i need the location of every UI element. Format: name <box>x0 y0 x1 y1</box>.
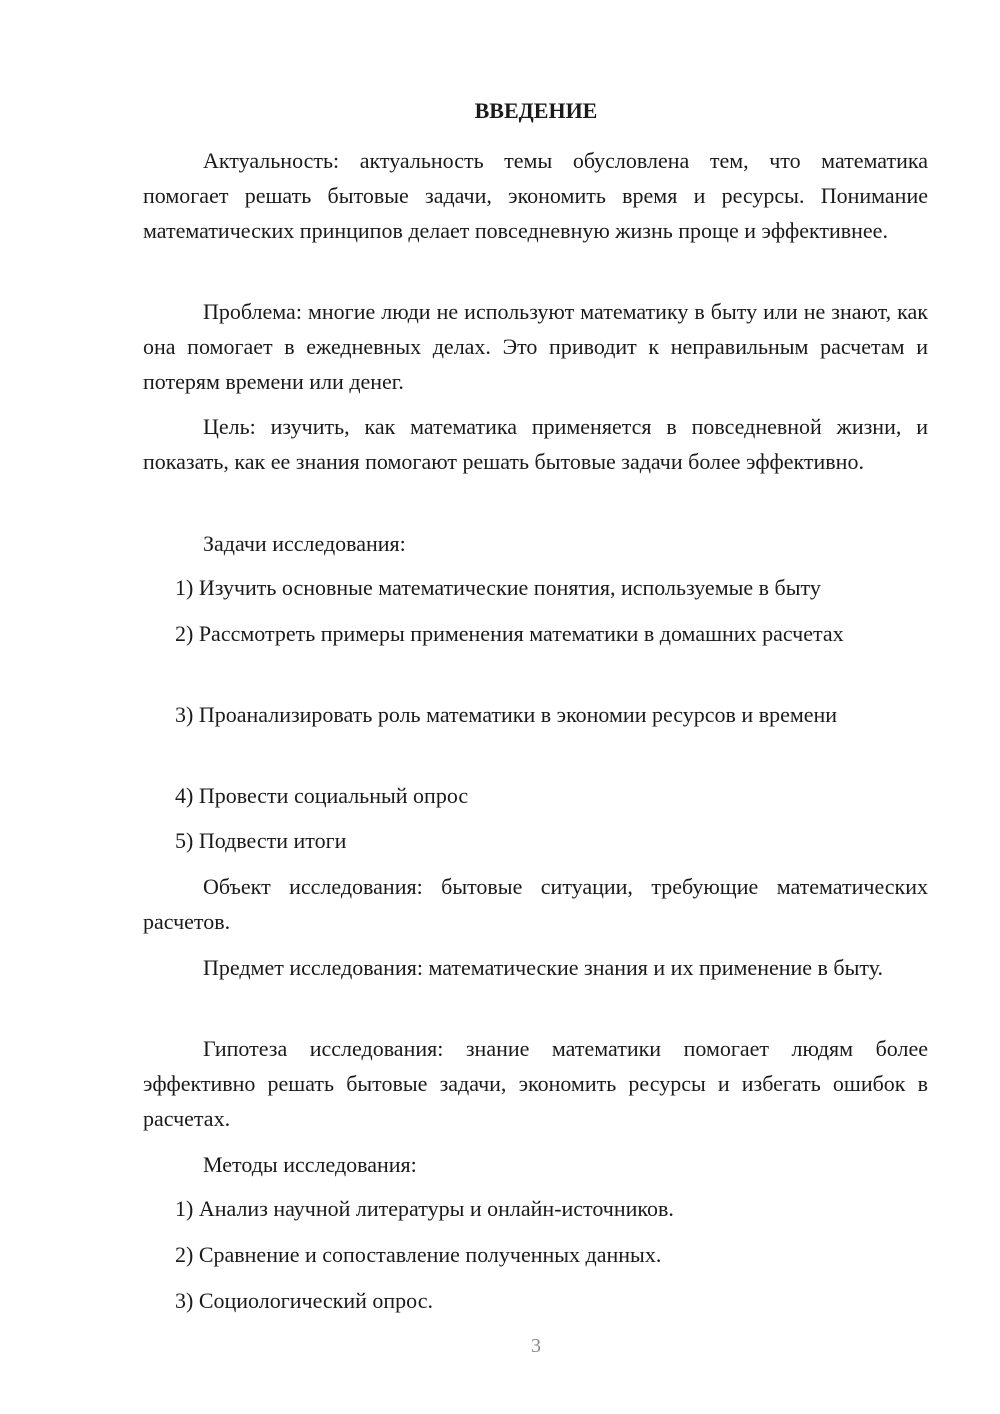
list-item: 1) Изучить основные математические понятия, используемые в быту <box>175 575 821 600</box>
list-item: 2) Рассмотреть примеры применения математики в домашних расчетах <box>175 621 844 646</box>
methods-heading: Методы исследования: <box>203 1152 417 1177</box>
list-item: 5) Подвести итоги <box>175 828 347 853</box>
page-title: ВВЕДЕНИЕ <box>474 98 598 123</box>
tasks-heading: Задачи исследования: <box>203 531 406 556</box>
paragraph-goal: Цель: изучить, как математика применяется в повседневной жизни, и показать, как ее знания помогают решать бытовые задачи более эффективно. <box>143 414 928 474</box>
page-number: 3 <box>531 1335 541 1357</box>
list-item: 1) Анализ научной литературы и онлайн-источников. <box>175 1196 674 1221</box>
paragraph-problem: Проблема: многие люди не используют математику в быту или не знают, как она помогает в ежедневных делах. Это приводит к неправильным расчетам и потерям времени или денег. <box>143 299 928 394</box>
paragraph-subject: Предмет исследования: математические знания и их применение в быту. <box>203 955 884 980</box>
list-item: 3) Проанализировать роль математики в экономии ресурсов и времени <box>175 702 838 727</box>
list-item: 2) Сравнение и сопоставление полученных данных. <box>175 1242 662 1267</box>
paragraph-object: Объект исследования: бытовые ситуации, требующие математических расчетов. <box>143 874 928 934</box>
list-item: 4) Провести социальный опрос <box>175 783 469 808</box>
paragraph-relevance: Актуальность: актуальность темы обусловлена тем, что математика помогает решать бытовые задачи, экономить время и ресурсы. Понимание математических принципов делает повседневную жизнь проще и эффективнее. <box>143 148 928 243</box>
paragraph-hypothesis: Гипотеза исследования: знание математики помогает людям более эффективно решать бытовые задачи, экономить ресурсы и избегать ошибок в расчетах. <box>143 1036 928 1131</box>
list-item: 3) Социологический опрос. <box>175 1288 433 1313</box>
